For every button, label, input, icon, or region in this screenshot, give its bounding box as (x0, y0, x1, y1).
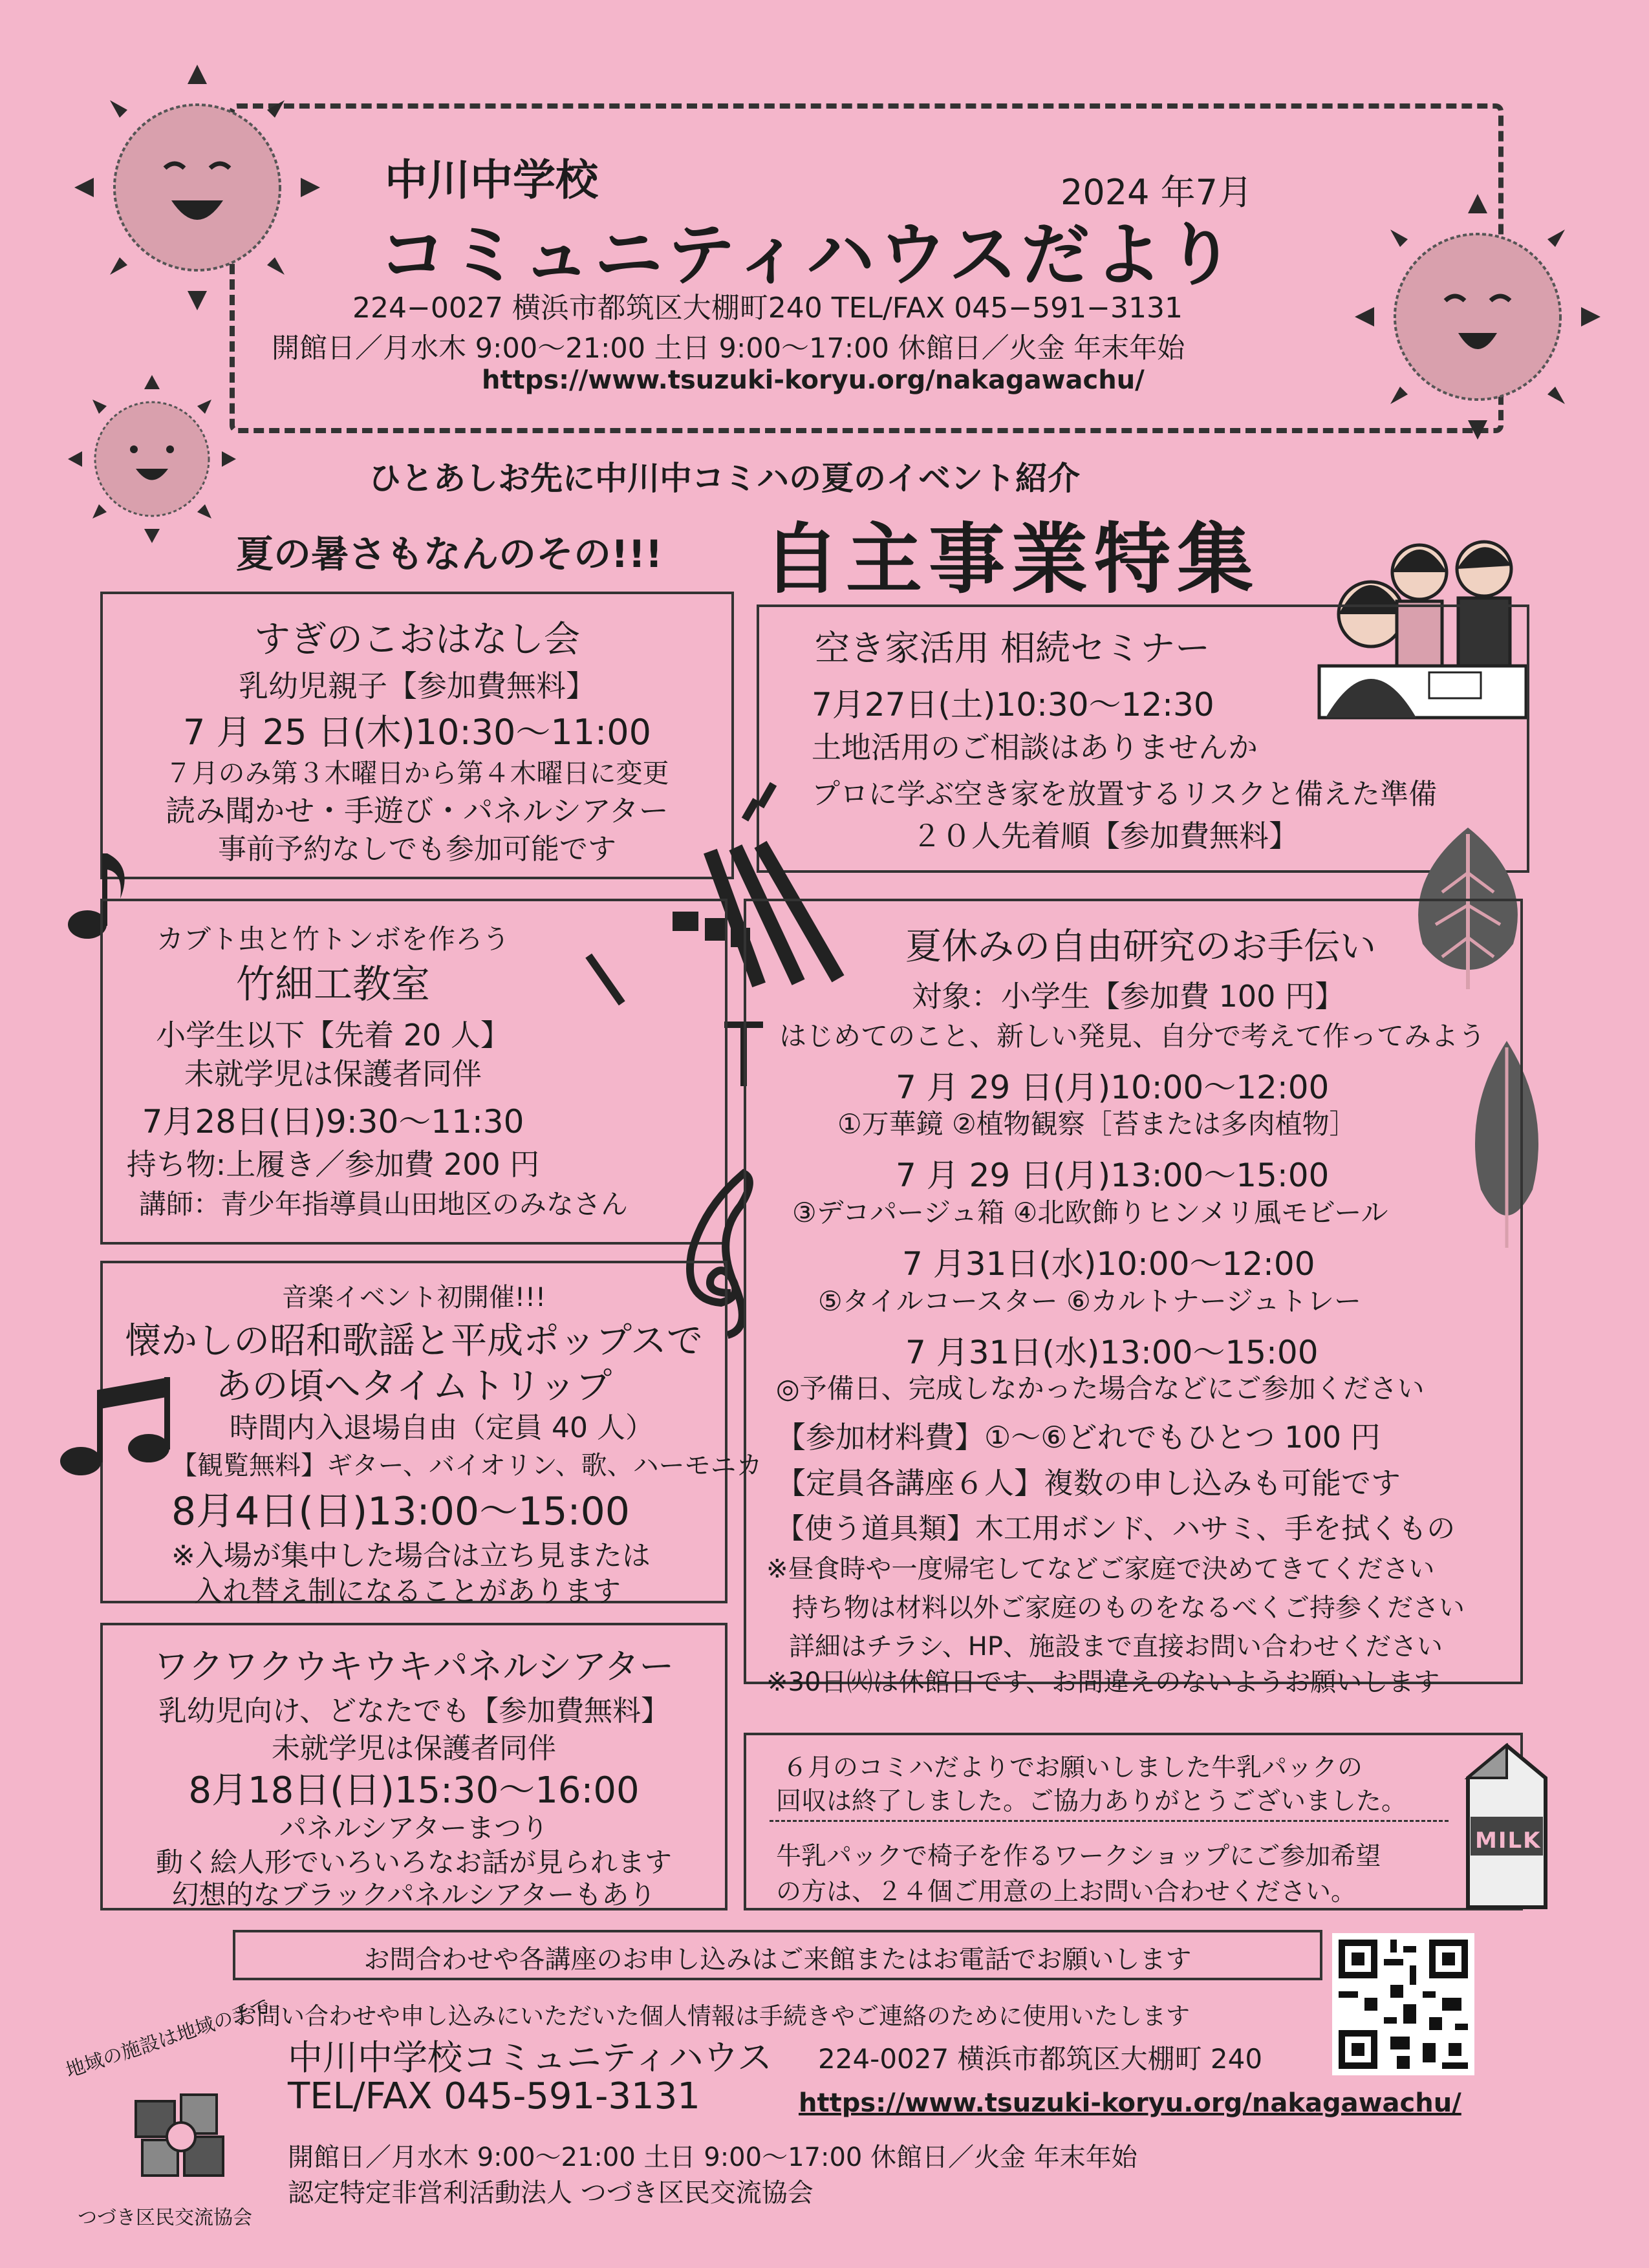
takezaiku-target: 小学生以下【先着 20 人】 (156, 1018, 510, 1053)
music-info: 【観覧無料】ギター、バイオリン、歌、ハーモニカ (171, 1451, 762, 1481)
suginoko-target: 乳幼児親子【参加費無料】 (239, 669, 596, 703)
footer-address: 224-0027 横浜市都筑区大棚町 240 (818, 2043, 1263, 2075)
issue-date: 2024 年7月 (1061, 172, 1253, 213)
milk-divider (770, 1820, 1449, 1822)
panel-target: 乳幼児向け、どなたでも【参加費無料】 (158, 1695, 670, 1728)
intro-line: ひとあしお先に中川中コミハの夏のイベント紹介 (369, 460, 1080, 497)
akiya-title: 空き家活用 相続セミナー (815, 628, 1211, 669)
milk-carton-icon (1455, 1739, 1558, 1914)
jiyu-desc: はじめてのこと、新しい発見、自分で考えて作ってみよう (779, 1020, 1486, 1052)
akiya-line2: プロに学ぶ空き家を放置するリスクと備えた準備 (812, 778, 1438, 811)
suginoko-note: ７月のみ第３木曜日から第４木曜日に変更 (165, 758, 669, 789)
panel-note: 未就学児は保護者同伴 (272, 1732, 556, 1765)
org-logo-bottom-text: つづき区民交流協会 (78, 2207, 252, 2229)
intro-subtitle: 夏の暑さもなんのその!!! (236, 532, 663, 576)
newsletter-title: コミュニティハウスだより (378, 215, 1239, 295)
footer-tel: TEL/FAX 045-591-3131 (288, 2075, 700, 2117)
music-note-1: ※入場が集中した場合は立ち見または (171, 1539, 651, 1572)
jiyu-fee: 【参加材料費】①〜⑥どれでもひとつ 100 円 (776, 1420, 1381, 1455)
akiya-line1: 土地活用のご相談はありませんか (812, 730, 1258, 765)
jiyu-note: ※30日㈫は休館日です、お間違えのないようお願いします (766, 1667, 1440, 1697)
music-note-2: 入れ替え制になることがあります (194, 1575, 621, 1608)
feature-title: 自主事業特集 (763, 515, 1260, 604)
panel-line-1: 動く絵人形でいろいろなお話が見られます (155, 1846, 672, 1878)
akiya-line3: ２０人先着順【参加費無料】 (912, 818, 1299, 853)
milk-line-1: ６月のコミハだよりでお願いしました牛乳パックの (782, 1753, 1363, 1782)
takezaiku-items: 持ち物:上履き／参加費 200 円 (126, 1147, 540, 1182)
jiyu-session-date: 7 月31日(水)10:00〜12:00 (902, 1245, 1315, 1283)
takezaiku-note: 未就学児は保護者同伴 (184, 1056, 482, 1091)
sun-icon-left (74, 65, 320, 310)
music-sub: 音楽イベント初開催!!! (281, 1283, 546, 1312)
jiyu-note: 詳細はチラシ、HP、施設まで直接お問い合わせください (789, 1632, 1443, 1662)
org-logo-top-text: 地域の施設は地域の手で (63, 1995, 274, 2082)
qr-code[interactable] (1332, 1933, 1474, 2075)
milk-line-2: 回収は終了しました。ご協力ありがとうございました。 (776, 1787, 1407, 1816)
org-logo-emblem (116, 2075, 246, 2198)
privacy-notice: お問い合わせや申し込みにいただいた個人情報は手続きやご連絡のために使用いたします (233, 2002, 1190, 2030)
jiyu-session-date: 7 月 29 日(月)10:00〜12:00 (896, 1069, 1330, 1106)
panel-line-2: 幻想的なブラックパネルシアターもあり (171, 1879, 656, 1910)
jiyu-session-date: 7 月31日(水)13:00〜15:00 (905, 1334, 1319, 1371)
school-name: 中川中学校 (385, 155, 598, 205)
music-title-2: あの頃へタイムトリップ (215, 1365, 612, 1407)
jiyu-session-content: ①万華鏡 ②植物観察［苔または多肉植物］ (837, 1108, 1357, 1140)
panel-title: ワクワクウキウキパネルシアター (153, 1646, 674, 1687)
jiyu-capacity: 【定員各講座６人】複数の申し込みも可能です (776, 1466, 1401, 1501)
jiyu-target: 対象：小学生【参加費 100 円】 (912, 979, 1345, 1014)
music-date: 8月4日(日)13:00〜15:00 (171, 1489, 630, 1534)
footer-url[interactable]: https://www.tsuzuki-koryu.org/nakagawachu/ (799, 2088, 1461, 2118)
takezaiku-title: 竹細工教室 (236, 962, 430, 1007)
sun-icon-right (1355, 194, 1600, 440)
panel-date: 8月18日(日)15:30〜16:00 (188, 1770, 640, 1812)
music-free: 時間内入退場自由（定員 40 人） (230, 1411, 654, 1444)
milk-line-3: 牛乳パックで椅子を作るワークショップにご参加希望 (776, 1842, 1381, 1871)
jiyu-title: 夏休みの自由研究のお手伝い (905, 926, 1376, 968)
takezaiku-date: 7月28日(日)9:30〜11:30 (142, 1103, 524, 1140)
header-hours: 開館日／月水木 9:00〜21:00 土日 9:00〜17:00 休館日／火金 年末年始 (272, 332, 1185, 365)
jiyu-session-content: ⑤タイルコースター ⑥カルトナージュトレー (818, 1285, 1362, 1317)
music-title-1: 懐かしの昭和歌謡と平成ポップスで (125, 1320, 703, 1362)
footer-facility-name: 中川中学校コミュニティハウス (288, 2037, 772, 2078)
jiyu-session-content: ③デコパージュ箱 ④北欧飾りヒンメリ風モビール (792, 1197, 1388, 1228)
footer-org: 認定特定非営利活動法人 つづき区民交流協会 (288, 2178, 814, 2208)
suginoko-date: 7 月 25 日(木)10:30〜11:00 (183, 712, 651, 753)
suginoko-content: 読み聞かせ・手遊び・パネルシアター (166, 793, 669, 828)
contact-message: お問合わせや各講座のお申し込みはご来館またはお電話でお願いします (363, 1945, 1192, 1974)
panel-sub: パネルシアターまつり (279, 1812, 548, 1844)
header-url[interactable]: https://www.tsuzuki-koryu.org/nakagawachu/ (482, 365, 1145, 395)
jiyu-session-date: 7 月 29 日(月)13:00〜15:00 (896, 1157, 1330, 1194)
milk-line-4: の方は、２４個ご用意の上お問い合わせください。 (776, 1878, 1357, 1907)
takezaiku-sub: カブト虫と竹トンボを作ろう (156, 923, 510, 955)
milk-carton-label: MILK (1475, 1828, 1542, 1854)
takezaiku-teacher: 講師：青少年指導員山田地区のみなさん (139, 1188, 629, 1220)
akiya-date: 7月27日(土)10:30〜12:30 (812, 686, 1214, 723)
footer-hours: 開館日／月水木 9:00〜21:00 土日 9:00〜17:00 休館日／火金 年末年始 (288, 2143, 1137, 2172)
jiyu-note: ※昼食時や一度帰宅してなどご家庭で決めてきてください (766, 1554, 1435, 1584)
header-address: 224−0027 横浜市都筑区大棚町240 TEL/FAX 045−591−3131 (352, 292, 1183, 325)
suginoko-reserve: 事前予約なしでも参加可能です (218, 833, 616, 866)
jiyu-tools: 【使う道具類】木工用ボンド、ハサミ、手を拭くもの (776, 1512, 1456, 1545)
jiyu-session-content: ◎予備日、完成しなかった場合などにご参加ください (776, 1373, 1425, 1404)
eighth-notes-icon (58, 1371, 175, 1481)
suginoko-title: すぎのこおはなし会 (254, 619, 580, 661)
sun-icon-small (68, 375, 236, 543)
jiyu-note: 持ち物は材料以外ご家庭のものをなるべくご持参ください (792, 1593, 1465, 1623)
